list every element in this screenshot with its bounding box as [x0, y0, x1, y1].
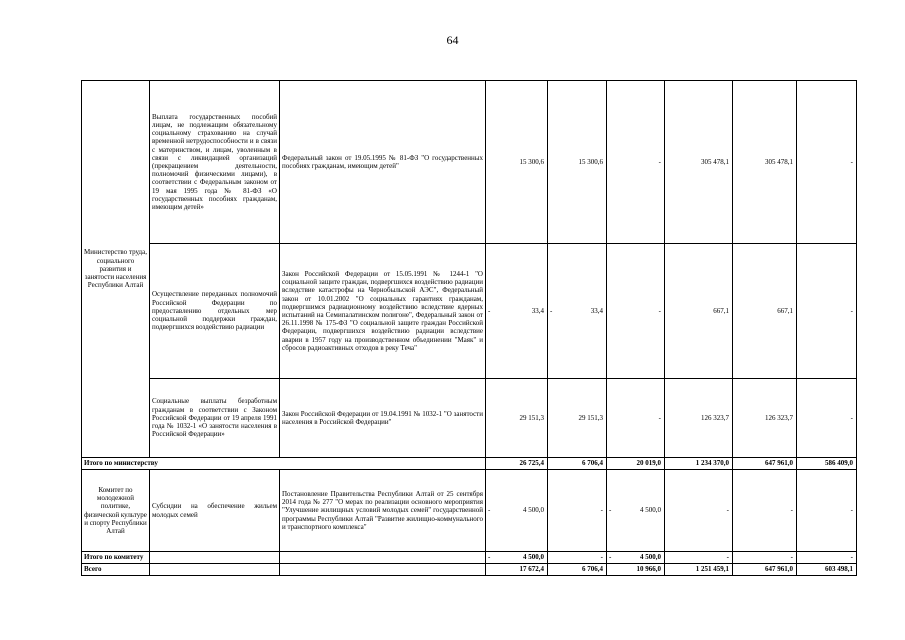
total-cell: 10 966,0 — [607, 564, 665, 576]
total-cell: 586 409,0 — [797, 458, 857, 470]
total-label: Итого по комитету — [82, 552, 150, 564]
legal-basis-cell: Федеральный закон от 19.05.1995 № 81-ФЗ "О государственных пособиях гражданам, имеющим детей" — [280, 81, 486, 244]
total-cell: 1 251 459,1 — [665, 564, 733, 576]
measure-cell: Социальные выплаты безработным гражданам в соответствии с Законом Российской Федерации от 19 апреля 1991 года № 1032-1 «О занятости населения в Российской Федерации» — [150, 379, 280, 458]
amount-cell: - — [548, 470, 607, 552]
total-cell: 17 672,4 — [486, 564, 548, 576]
amount-cell: - 4 500,0 — [607, 470, 665, 552]
amount-cell: - — [797, 379, 857, 458]
total-cell: - — [733, 552, 797, 564]
amount-cell: - — [797, 470, 857, 552]
page-number: 64 — [446, 33, 459, 47]
amount-cell: 126 323,7 — [733, 379, 797, 458]
amount-cell: 29 151,3 — [486, 379, 548, 458]
legal-basis-cell: Закон Российской Федерации от 15.05.1991 № 1244-1 "О социальной защите граждан, подвергшихся воздействию радиации вследствие катастрофы на Чернобыльской АЭС", Федеральный закон от 10.01.2002 "О социальных гарантиях гражданам, подвергшимся радиационному воздействию вследствие ядерных испытаний на Семипалатинском полигоне", Федеральный закон от 26.11.1998 № 175-ФЗ "О социальной защите граждан Российской Федерации, подвергшихся воздействию радиации вследствие аварии в 1957 году на производственном объединении "Маяк" и сбросов радиоактивных отходов в реку Теча" — [280, 244, 486, 379]
amount-cell: 15 300,6 — [486, 81, 548, 244]
amount-cell: - 4 500,0 — [486, 470, 548, 552]
total-cell: - — [548, 552, 607, 564]
table-row — [82, 379, 857, 458]
total-cell: 647 961,0 — [733, 564, 797, 576]
amount-cell: 15 300,6 — [548, 81, 607, 244]
organization-cell: Министерство труда, социального развития и занятости населения Республики Алтай — [82, 81, 150, 458]
total-cell: - 4 500,0 — [486, 552, 548, 564]
ministry-total-row — [82, 458, 857, 470]
amount-cell: 305 478,1 — [733, 81, 797, 244]
budget-table — [81, 80, 857, 576]
total-cell: - — [797, 552, 857, 564]
total-cell: 603 498,1 — [797, 564, 857, 576]
measure-cell: Выплата государственных пособий лицам, не подлежащим обязательному социальному страхованию на случай временной нетрудоспособности и в связи с материнством, и лицам, уволенным в связи с ликвидацией организаций (прекращением деятельности, полномочий физическими лицами), в соответствии с Федеральным законом от 19 мая 1995 года № 81-ФЗ «О государственных пособиях гражданам, имеющим детей» — [150, 81, 280, 244]
total-cell: 20 019,0 — [607, 458, 665, 470]
measure-cell: Осуществление переданных полномочий Российской Федерации по предоставлению отдельных мер социальной поддержки граждан, подвергшихся воздействию радиации — [150, 244, 280, 379]
legal-basis-cell: Постановление Правительства Республики Алтай от 25 сентября 2014 года № 277 "О мерах по реализации основного мероприятия "Улучшение жилищных условий молодых семей" государственной программы Республики Алтай "Развитие жилищно-коммунального и транспортного комплекса" — [280, 470, 486, 552]
total-cell: 1 234 370,0 — [665, 458, 733, 470]
total-label: Итого по министерству — [82, 458, 486, 470]
amount-cell: - — [607, 379, 665, 458]
amount-cell: - — [797, 81, 857, 244]
amount-cell: - — [733, 470, 797, 552]
amount-cell: - 33,4 — [548, 244, 607, 379]
amount-cell: 305 478,1 — [665, 81, 733, 244]
grand-total-row — [82, 564, 857, 576]
table-row — [82, 470, 857, 552]
amount-cell: 29 151,3 — [548, 379, 607, 458]
table-row — [82, 244, 857, 379]
amount-cell: 667,1 — [665, 244, 733, 379]
table-row — [82, 81, 857, 244]
total-cell: 26 725,4 — [486, 458, 548, 470]
amount-cell: - — [607, 81, 665, 244]
total-label: Всего — [82, 564, 150, 576]
total-cell: 6 706,4 — [548, 458, 607, 470]
committee-total-row — [82, 552, 857, 564]
legal-basis-cell: Закон Российской Федерации от 19.04.1991 № 1032-1 "О занятости населения в Российской Федерации" — [280, 379, 486, 458]
total-cell: - 4 500,0 — [607, 552, 665, 564]
total-cell: - — [665, 552, 733, 564]
amount-cell: 667,1 — [733, 244, 797, 379]
total-cell: 647 961,0 — [733, 458, 797, 470]
measure-cell: Субсидии на обеспечение жильем молодых семей — [150, 470, 280, 552]
amount-cell: - — [665, 470, 733, 552]
amount-cell: 126 323,7 — [665, 379, 733, 458]
total-cell: 6 706,4 — [548, 564, 607, 576]
organization-cell: Комитет по молодежной политике, физической культуре и спорту Республики Алтай — [82, 470, 150, 552]
amount-cell: - — [797, 244, 857, 379]
amount-cell: - 33,4 — [486, 244, 548, 379]
amount-cell: - — [607, 244, 665, 379]
